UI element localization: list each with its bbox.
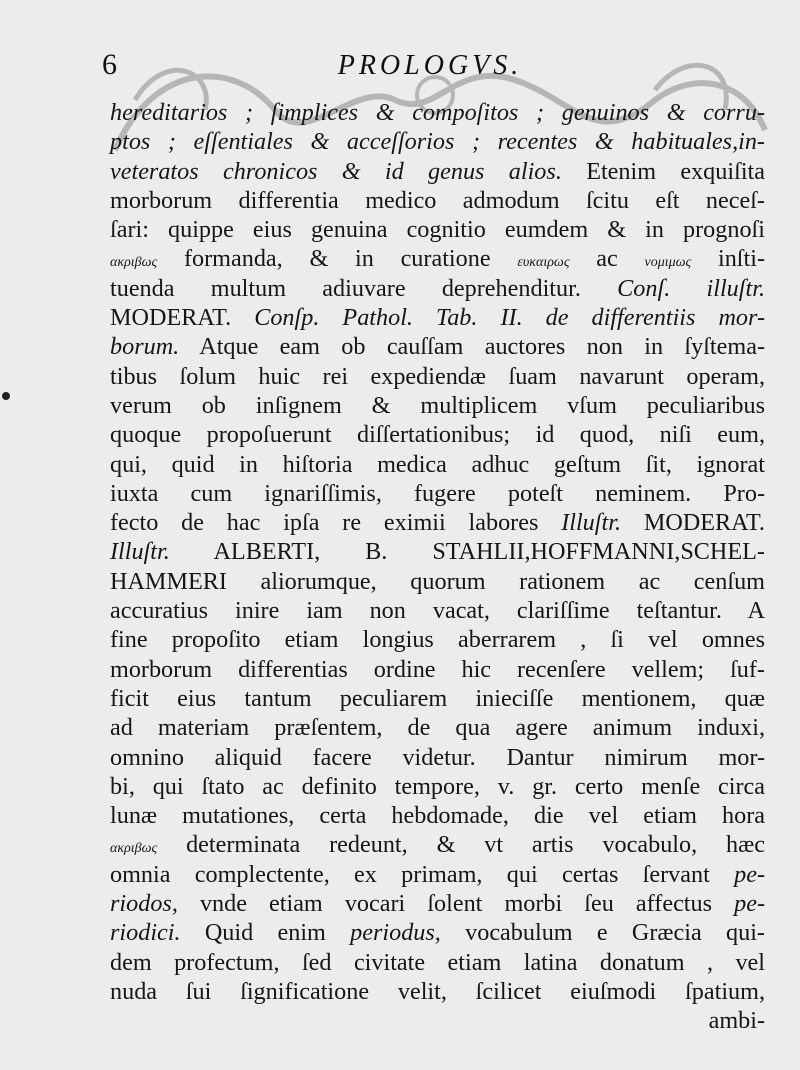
text-line — [110, 391, 765, 420]
text-line — [110, 537, 765, 566]
running-title: PROLOGVS. — [337, 50, 523, 81]
text-segment: morborum differentias ordine hic recenſere vellem; ſuf- — [110, 655, 765, 683]
text-line — [110, 215, 765, 244]
text-line — [110, 157, 765, 186]
text-segment: MODERAT. — [621, 509, 765, 537]
text-segment: inſti- — [691, 245, 765, 273]
greek-word: ακριβως — [110, 841, 158, 857]
text-line — [110, 479, 765, 508]
text-segment: tuenda multum adiuvare deprehenditur. — [110, 274, 618, 302]
text-segment: determinata redeunt, & vt artis vocabulo, hæc — [157, 831, 765, 859]
text-segment: iuxta cum ignariſſimis, fugere poteſt neminem. Pro- — [110, 479, 765, 507]
text-segment: omnia complectente, ex primam, qui certas ſervant — [110, 860, 735, 888]
text-segment: Quid enim — [180, 919, 351, 947]
margin-blot — [2, 392, 10, 400]
text-segment: accuratius inire iam non vacat, clariſſime teſtantur. A — [110, 597, 765, 625]
text-line — [110, 332, 765, 361]
text-segment: hereditarios ; ſimplices & compoſitos ; genuinos & corru- — [110, 99, 765, 126]
text-line — [110, 889, 765, 918]
text-segment: ALBERTI, B. STAHLII,HOFFMANNI,SCHEL- — [169, 538, 765, 566]
text-segment: nuda ſui ſignificatione velit, ſcilicet eiuſmodi ſpatium, — [110, 977, 765, 1005]
text-segment: ſari: quippe eius genuina cognitio eumdem & in prognoſi — [110, 216, 765, 244]
text-segment: vocabulum e Græcia qui- — [440, 919, 765, 947]
text-segment: morborum differentia medico admodum ſcitu eſt neceſ- — [110, 186, 765, 214]
text-segment: fine propoſito etiam longius aberrarem , ſi vel omnes — [110, 626, 765, 654]
text-segment: Atque eam ob cauſſam auctores non in ſyſtema- — [179, 333, 765, 361]
text-line — [110, 567, 765, 596]
text-segment: borum. — [110, 333, 180, 361]
text-segment: formanda, & in curatione — [157, 245, 518, 273]
text-segment: lunæ mutationes, certa hebdomade, die vel etiam hora — [110, 802, 765, 830]
text-line — [110, 362, 765, 391]
text-segment: ad materiam præſentem, de qua agere animum induxi, — [110, 714, 765, 742]
text-line — [110, 948, 765, 977]
text-segment: verum ob inſignem & multiplicem vſum peculiaribus — [110, 391, 765, 419]
text-segment: Illuſtr. — [561, 509, 621, 537]
text-line — [110, 596, 765, 625]
text-line — [110, 801, 765, 830]
text-line — [110, 508, 765, 537]
text-segment: fecto de hac ipſa re eximii labores — [110, 509, 562, 537]
page-header — [100, 48, 760, 88]
text-line — [110, 743, 765, 772]
text-line — [110, 625, 765, 654]
text-segment: vnde etiam vocari ſolent morbi ſeu affectus — [177, 890, 735, 918]
text-segment: riodici. — [110, 919, 181, 947]
text-segment: omnino aliquid facere videtur. Dantur nimirum mor- — [110, 743, 765, 771]
text-segment: riodos, — [110, 890, 178, 918]
text-line — [110, 713, 765, 742]
text-segment: quoque propoſuerunt diſſertationibus; id quod, niſi eum, — [110, 421, 765, 449]
text-segment: qui, quid in hiſtoria medica adhuc geſtum ſit, ignorat — [110, 450, 765, 478]
text-segment: pe- — [734, 860, 765, 888]
greek-word: ακριβως — [110, 255, 158, 271]
greek-word: ευκαιρως — [517, 255, 570, 271]
text-segment: pe- — [734, 890, 765, 918]
text-segment: ptos ; eſſentiales & acceſſorios ; recentes & habituales,in- — [110, 128, 765, 156]
text-segment: Etenim exquiſita — [561, 157, 765, 185]
text-line — [110, 1006, 765, 1035]
text-line — [110, 918, 765, 947]
text-line — [110, 274, 765, 303]
text-segment: Conſp. Pathol. Tab. II. de differentiis mor- — [254, 304, 766, 332]
text-line — [110, 450, 765, 479]
page-number: 6 — [102, 48, 117, 81]
text-line — [110, 98, 765, 127]
text-segment: periodus, — [350, 919, 441, 947]
text-segment: bi, qui ſtato ac definito tempore, v. gr. certo menſe circa — [110, 772, 765, 800]
text-segment: ambi- — [708, 1007, 765, 1035]
text-line — [110, 977, 765, 1006]
text-line — [110, 860, 765, 889]
text-segment: ac — [569, 245, 645, 273]
text-segment: tibus ſolum huic rei expediendæ ſuam navarunt operam, — [110, 362, 765, 390]
text-line — [110, 684, 765, 713]
text-segment: ficit eius tantum peculiarem inieciſſe mentionem, quæ — [110, 684, 765, 712]
body-text — [110, 98, 765, 1036]
text-line — [110, 772, 765, 801]
greek-word: νομιμως — [644, 255, 692, 271]
text-segment: Conſ. illuſtr. — [617, 274, 765, 302]
text-line — [110, 420, 765, 449]
text-segment: dem profectum, ſed civitate etiam latina donatum , vel — [110, 948, 765, 976]
text-segment: HAMMERI aliorumque, quorum rationem ac cenſum — [110, 567, 765, 595]
text-segment: veteratos chronicos & id genus alios. — [110, 157, 562, 185]
text-line — [110, 127, 765, 156]
text-line — [110, 186, 765, 215]
text-line — [110, 244, 765, 273]
text-line — [110, 655, 765, 684]
text-segment: Illuſtr. — [110, 538, 170, 566]
text-segment: MODERAT. — [110, 304, 255, 332]
text-line — [110, 830, 765, 859]
text-line — [110, 303, 765, 332]
